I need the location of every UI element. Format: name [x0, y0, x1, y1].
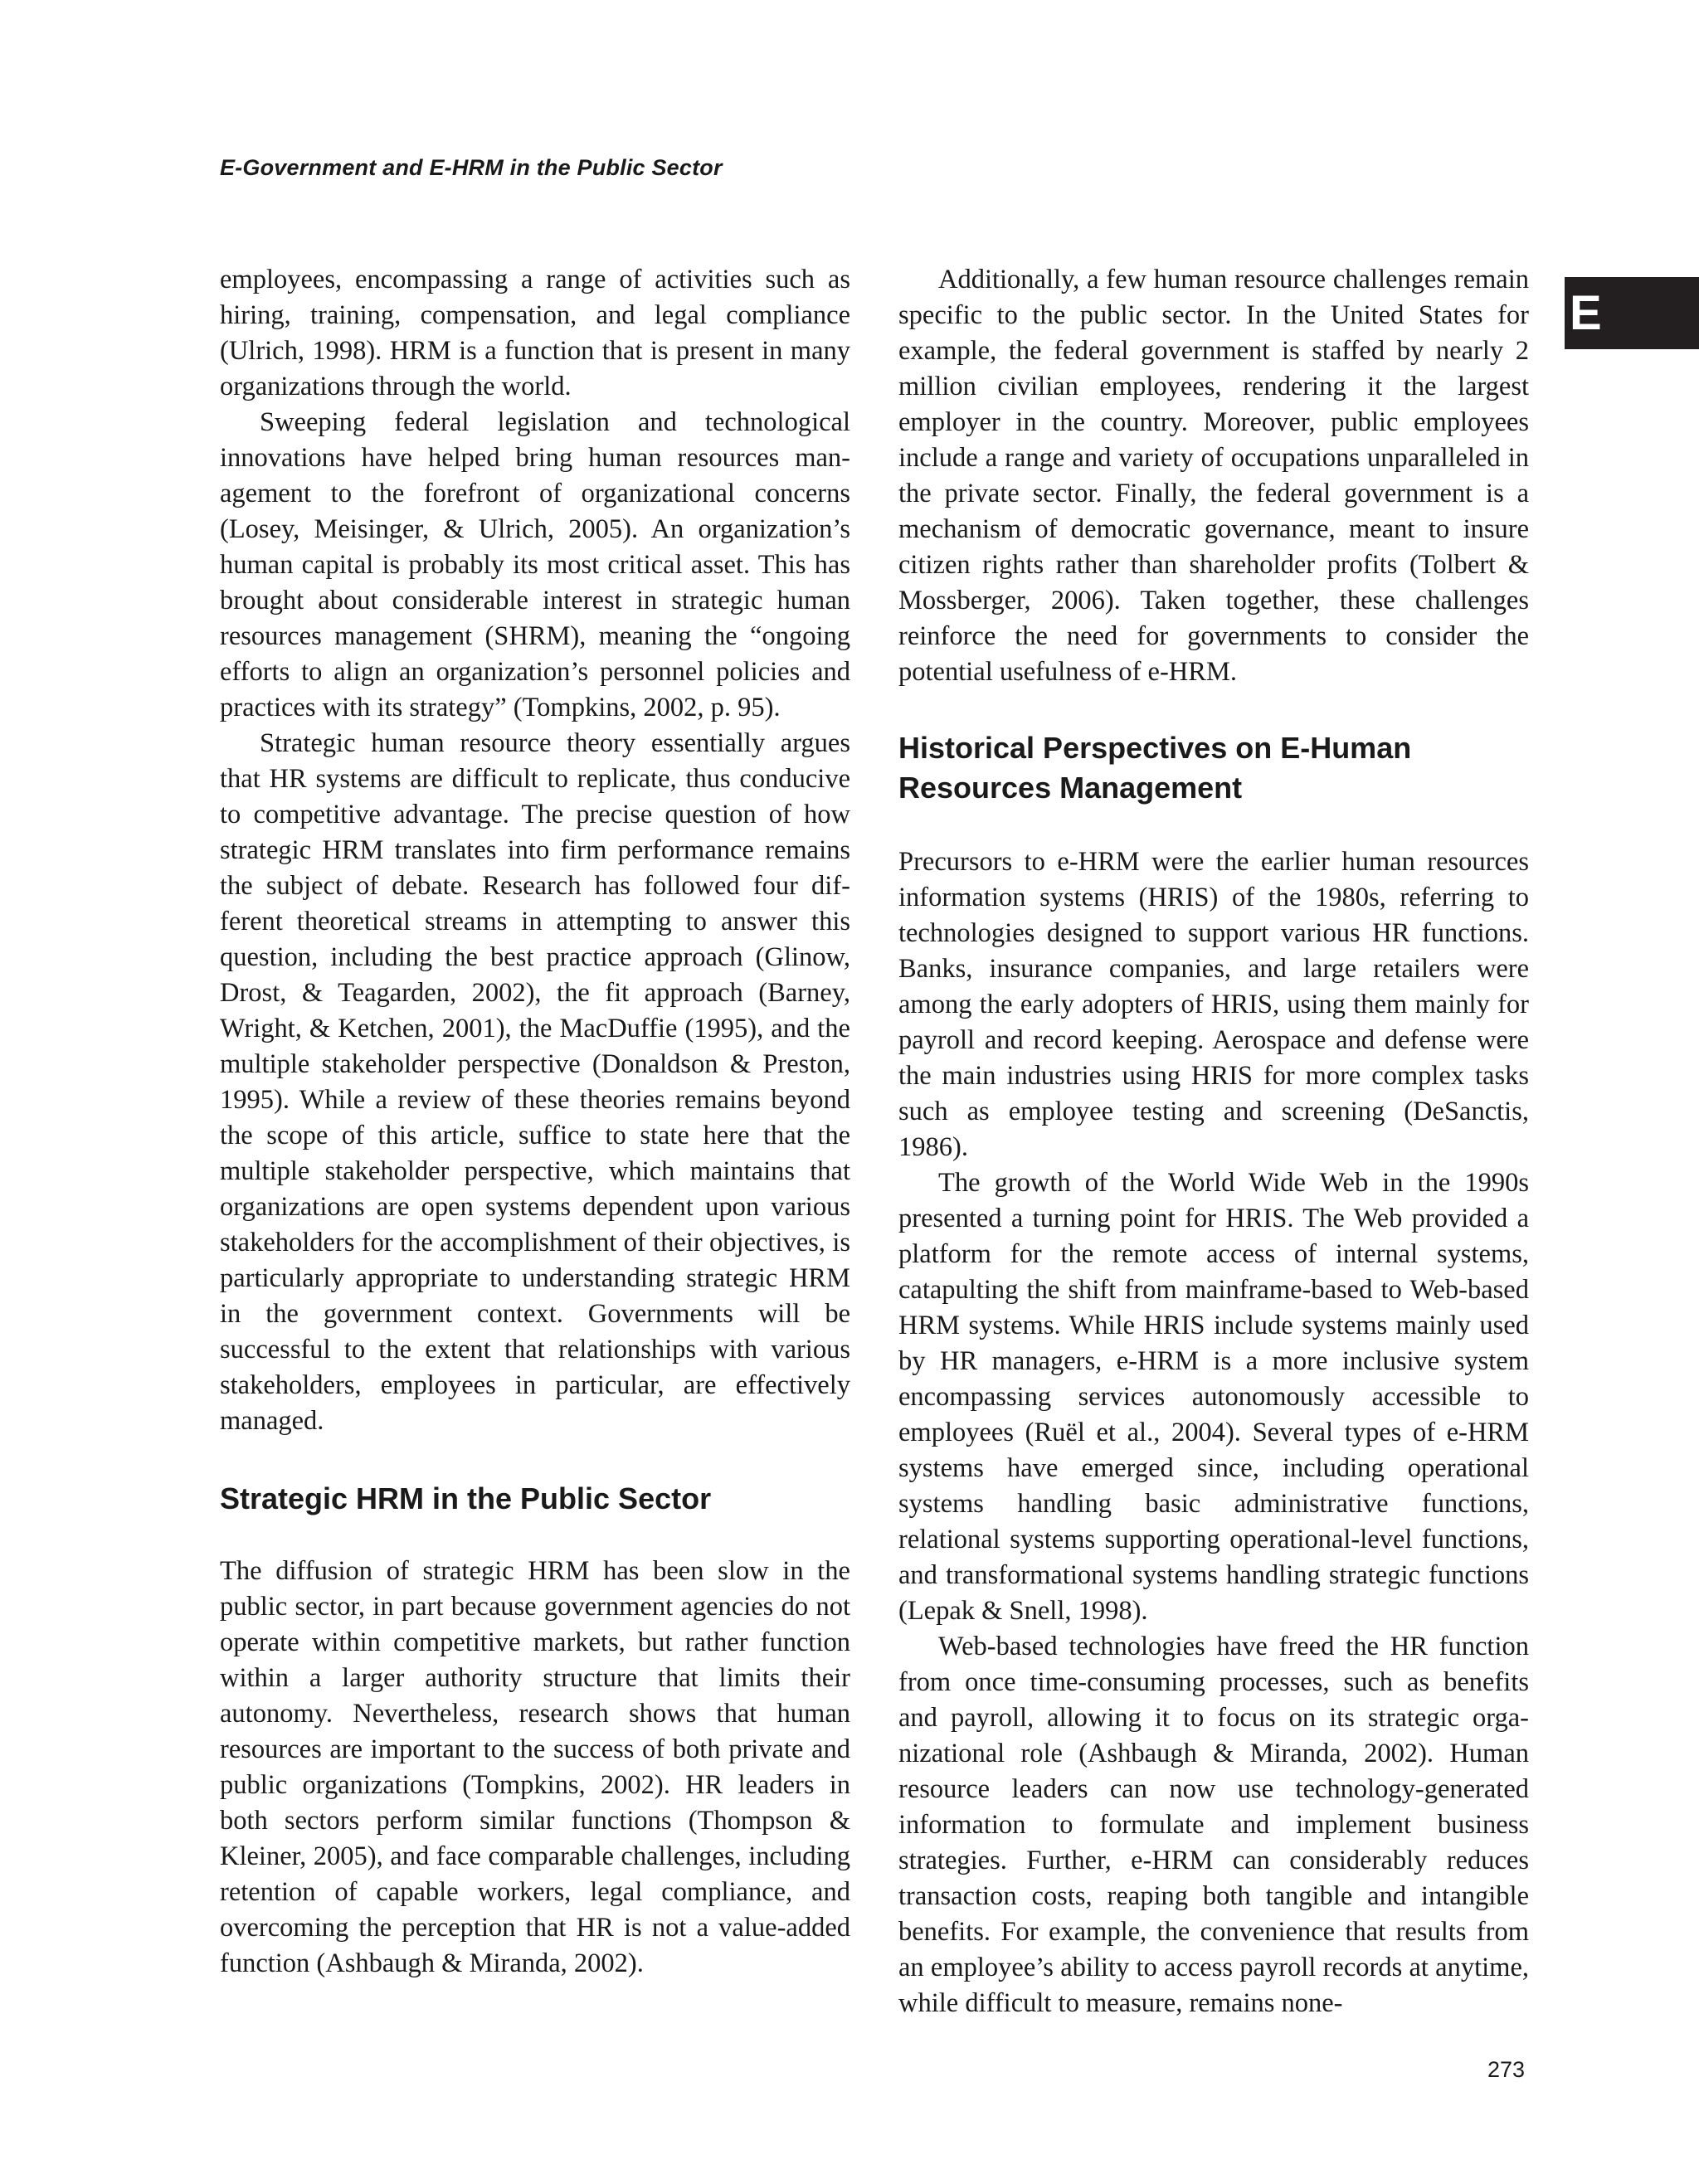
- right-column: [898, 262, 1529, 2021]
- right-paragraph-2: Precursors to e-HRM were the earlier human resources information systems (HRIS) of the 1980s, referring to technologies designed to support various HR functions. Banks, insurance companies, and large retailers were among the early adopters of HRIS, using them mainly for payroll and record keeping. Aerospace and defense were the main industries using HRIS for more complex tasks such as employee testing and screening (DeSanctis, 1986).: [898, 847, 1529, 1162]
- left-paragraph-2: Sweeping federal legislation and technological innovations have helped bring human resources management to the forefront of organizational concerns (Losey, Meisinger, & Ulrich, 2005). An organization’s human capital is probably its most critical asset. This has brought about considerable interest in strategic human resources management (SHRM), meaning the “ongoing efforts to align an organization’s personnel policies and practices with its strategy” (Tompkins, 2002, p. 95).: [220, 407, 850, 722]
- running-head: E-Government and E-HRM in the Public Sector: [220, 155, 723, 180]
- page-number: 273: [1487, 2057, 1526, 2082]
- right-paragraph-4: Web-based technologies have freed the HR function from once time-consuming processes, such as benefits and payroll, allowing it to focus on its strategic organizational role (Ashbaugh & Miranda, 2002). Human resource leaders can now use technology-generated information to formulate and implement business strategies. Further, e-HRM can considerably reduces transaction costs, reaping both tangible and intangible benefits. For example, the convenience that results from an employee’s ability to access payroll records at anytime, while difficult to measure, remains none-: [898, 1632, 1529, 2018]
- left-paragraph-4: The diffusion of strategic HRM has been slow in the public sector, in part because government agencies do not operate within competitive markets, but rather function within a larger authority structure that limits their autonomy. Nevertheless, research shows that human resources are important to the success of both private and public organizations (Tompkins, 2002). HR leaders in both sectors perform similar functions (Thompson & Kleiner, 2005), and face comparable challenges, including retention of capable workers, legal compliance, and overcoming the perception that HR is not a value-added function (Ashbaugh & Miranda, 2002).: [220, 1556, 850, 1978]
- left-paragraph-1: employees, encompassing a range of activities such as hiring, training, compensation, and legal compliance (Ulrich, 1998). HRM is a function that is present in many organizations through the world.: [220, 265, 850, 401]
- section-heading-strategic-hrm: Strategic HRM in the Public Sector: [220, 1481, 712, 1515]
- left-column: [220, 262, 850, 1982]
- left-paragraph-3: Strategic human resource theory essentially argues that HR systems are difficult to replicate, thus conducive to competitive advantage. The precise question of how strategic HRM translates into firm performance remains the subject of debate. Research has followed four different theoretical streams in attempting to answer this question, including the best practice approach (Glinow, Drost, & Teagarden, 2002), the fit approach (Barney, Wright, & Ketchen, 2001), the MacDuffie (1995), and the multiple stakeholder perspective (Donaldson & Preston, 1995). While a review of these theories remains beyond the scope of this article, suffice to state here that the multiple stakeholder perspective, which maintains that organizations are open systems dependent upon various stakeholders for the accomplishment of their objectives, is particularly appropriate to understanding strategic HRM in the government context. Governments will be successful to the extent that relationships with various stakeholders, employees in particular, are effectively managed.: [220, 728, 850, 1436]
- section-heading-historical-perspectives: Historical Perspectives on E-Human Resources Management: [898, 731, 1412, 805]
- section-thumb-tab: [1565, 277, 1699, 349]
- thumb-tab-letter: E: [1570, 285, 1602, 340]
- right-paragraph-1: Additionally, a few human resource challenges remain specific to the public sector. In the United States for example, the federal government is staffed by nearly 2 million civilian employees, rendering it the largest employer in the country. Moreover, public employees include a range and variety of occupations unparalleled in the private sector. Finally, the federal government is a mechanism of democratic governance, meant to insure citizen rights rather than shareholder profits (Tolbert & Mossberger, 2006). Taken together, these challenges reinforce the need for governments to consider the potential usefulness of e-HRM.: [898, 265, 1529, 687]
- right-paragraph-3: The growth of the World Wide Web in the 1990s presented a turning point for HRIS. The Web provided a platform for the remote access of internal systems, catapulting the shift from mainframe-based to Web-based HRM systems. While HRIS include systems mainly used by HR managers, e-HRM is a more inclusive system encompassing services autonomously accessible to employees (Ruël et al., 2004). Several types of e-HRM systems have emerged since, including operational systems handling basic administrative functions, relational systems supporting operational-level functions, and transformational systems handling strategic functions (Lepak & Snell, 1998).: [898, 1168, 1529, 1626]
